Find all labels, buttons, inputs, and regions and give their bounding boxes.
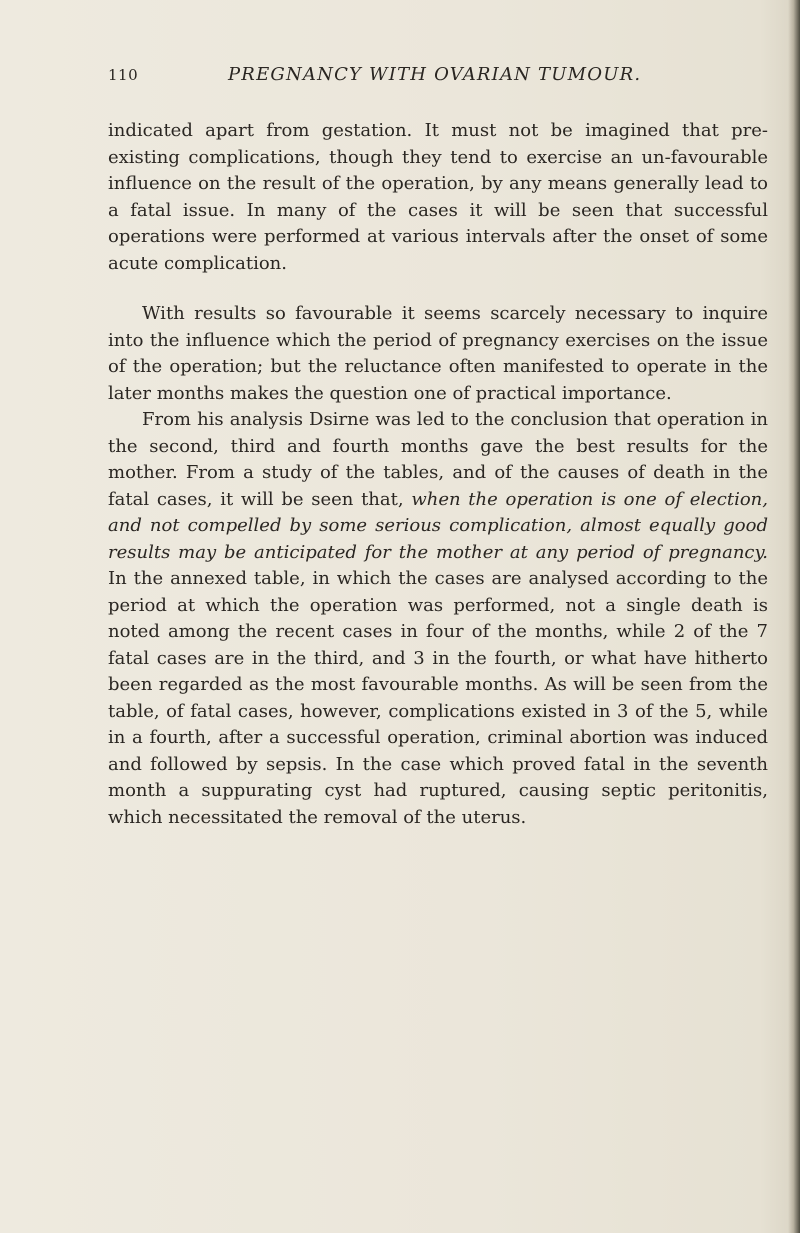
paragraph-text: In the annexed table, in which the cases are analysed according to the period at which the operation was performed, not a single death is noted among the recent cases in four of the months, while 2 of the 7 fatal cases are in the third, and 3 in the fourth, or what have hitherto been regarded as the most favourable months. As will be seen from the table, of fatal cases, however, complications existed in 3 of the 5, while in a fourth, after a successful operation, criminal abortion was induced and followed by sepsis. In the case which proved fatal in the seventh month a suppurating cyst had ruptured, causing septic peritonitis, which necessitated the removal of the uterus. <box>108 568 768 828</box>
paragraph-period-influence: With results so favourable it seems scarcely necessary to inquire into the influence which the period of pregnancy exercises on the issue of the operation; but the reluctance often manifested to operate in the later months makes the question one of practical importance. <box>108 303 768 404</box>
body-text <box>108 118 768 831</box>
running-title: PREGNANCY WITH OVARIAN TUMOUR. <box>228 64 642 85</box>
paragraph-text: From his analysis Dsirne was led to the conclusion that operation in the second, third and fourth months gave the best results for the mother. From a study of the tables, and of the causes of death in the fatal cases, it will be seen that, <box>108 409 768 510</box>
page-number: 110 <box>108 66 139 84</box>
paragraph-continuation: indicated apart from gestation. It must not be imagined that pre-existing complications, though they tend to exercise an un-favourable influence on the result of the operation, by any means generally lead to a fatal issue. In many of the cases it will be seen that successful operations were performed at various intervals after the onset of some acute complication. <box>108 120 768 274</box>
running-head <box>108 64 768 88</box>
paragraph-dsirne-analysis <box>108 407 768 831</box>
page-edge-shadow <box>788 0 800 1233</box>
italic-conclusion: when the operation is one of election, and not compelled by some serious complication, almost equally good results may be anticipated for the mother at any period of pregnancy. <box>108 488 768 563</box>
